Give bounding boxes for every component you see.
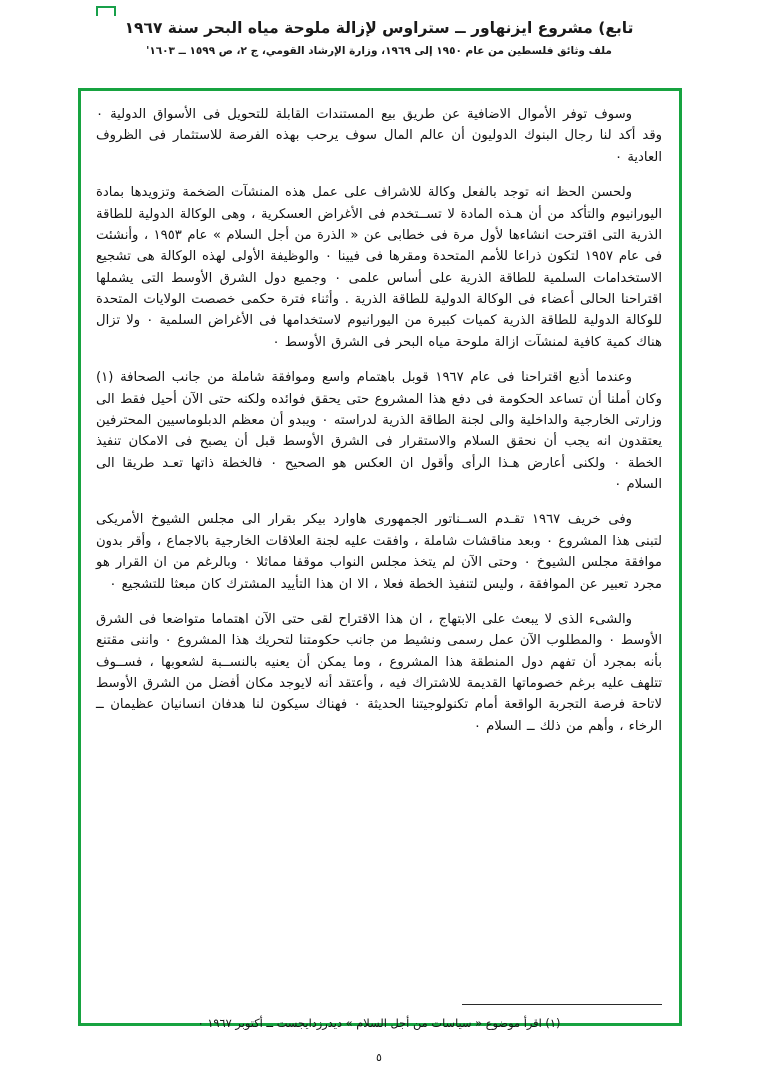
paragraph: وسوف توفر الأموال الاضافية عن طريق بيع المستندات القابلة للتحويل فى الأسواق الدولية ٠ وقد أكد لنا رجال البنوك الدوليون أن عالم المال سوف يرحب بهذه الفرصة للاستثمار فى الظروف العادية ٠: [96, 107, 662, 165]
source-citation: ملف وثائق فلسطين من عام ١٩٥٠ إلى ١٩٦٩، وزارة الإرشاد القومي، ج ٢، ص ١٥٩٩ ــ ١٦٠٣': [146, 44, 612, 57]
footnote-divider: [462, 1004, 662, 1005]
top-green-marker: [96, 6, 116, 16]
footnote-text: (١) اقرأ موضوع « سياسات من أجل السلام » ديدرزدايجست ــ أكتوبر ١٩٦٧ ٠: [197, 1015, 561, 1030]
page-number: ٥: [376, 1051, 382, 1064]
paragraph: والشىء الذى لا يبعث على الابتهاج ، ان هذا الاقتراح لقى حتى الآن اهتماما متواضعا فى الشرق الأوسط ٠ والمطلوب الآن عمل رسمى ونشيط من جانب حكومتنا لتحريك هذا المشروع ٠ واننى مقتنع بأنه بمجرد أن تفهم دول المنطقة هذا المشروع ، وما يمكن أن يعنيه بالنســبة لشعوبها ، فســوف تتلهف عليه برغم خصوماتها القديمة للاشتراك فيه ، وأعتقد أنه لايوجد مكان أفضل من الشرق الأوسط لاتاحة فرصة التجربة الواقعة أمام تكنولوجيتنا الحديثة ٠ فهناك سيكون لنا هدفان انسانيان عظيمان ــ الرخاء ، وأهم من ذلك ــ السلام ٠: [96, 611, 662, 734]
footnote-section: [96, 1004, 662, 1032]
paragraph: وعندما أذيع اقتراحنا فى عام ١٩٦٧ قوبل باهتمام واسع وموافقة شاملة من جانب الصحافة (١) وكان أملنا أن تساعد الحكومة فى دفع هذا المشروع حتى يحقق فوائده ولكنه حتى الآن أحيل فقط الى وزارتى الخارجية والداخلية والى لجنة الطاقة الذرية لدراسته ٠ ويبدو أن معظم الدبلوماسيين المحترفين يعتقدون انه يجب أن نحقق السلام والاستقرار فى الشرق الأوسط قبل أن يصبح فى الامكان تنفيذ الخطة ٠ ولكنى أعارض هـذا الرأى وأقول ان العكس هو الصحيح ٠ فالخطة ذاتها تعـد طريقا الى السلام ٠: [96, 370, 662, 492]
paragraph: ولحسن الحظ انه توجد بالفعل وكالة للاشراف على عمل هذه المنشآت الضخمة وتزويدها بمادة اليورانيوم والتأكد من أن هـذه المادة لا تســتخدم فى الأغراض العسكرية ، وهى الوكالة الدولية للطاقة الذرية التى اقترحت انشاءها لأول مرة فى خطابى عن « الذرة من أجل السلام » عام ١٩٥٣ ، وأنشئت فى عام ١٩٥٧ لتكون ذراعا للأمم المتحدة ومقرها فى فيينا ٠ والوظيفة الأولى لهذه الوكالة هى تشجيع الاستخدامات السلمية للطاقة الذرية على أساس علمى ٠ وجميع دول الشرق الأوسط التى يشملها اقتراحنا الحالى أعضاء فى الوكالة الدولية للطاقة الذرية . وأثناء فترة حكمى خصصت الولايات المتحدة للوكالة الدولية للطاقة الذرية كميات كبيرة من اليورانيوم لاستخدامها فى الأغراض السلمية ٠ ولا تزال هناك كمية كافية لمنشآت ازالة ملوحة مياه البحر فى الشرق الأوسط ٠: [96, 185, 663, 350]
paragraph: وفى خريف ١٩٦٧ تقـدم الســناتور الجمهورى هاوارد بيكر بقرار الى مجلس الشيوخ الأمريكى لتبنى هذا المشروع ٠ وبعد مناقشات شاملة ، وافقت عليه لجنة العلاقات الخارجية بالاجماع ، وأقر بدون موافقة مجلس الشيوخ ٠ وحتى الآن لم يتخذ مجلس النواب موقفا مماثلا ٠ وبالرغم من ان القرار هو مجرد تعبير عن الموافقة ، وليس لتنفيذ الخطة فعلا ، الا ان هذا التأييد المشترك كان مبعثا للتشجيع ٠: [96, 512, 662, 592]
document-body: [96, 104, 662, 1010]
page-title: تابع) مشروع ايزنهاور ــ ستراوس لإزالة ملوحة مياه البحر سنة ١٩٦٧: [124, 19, 634, 37]
page-header: [0, 18, 758, 58]
